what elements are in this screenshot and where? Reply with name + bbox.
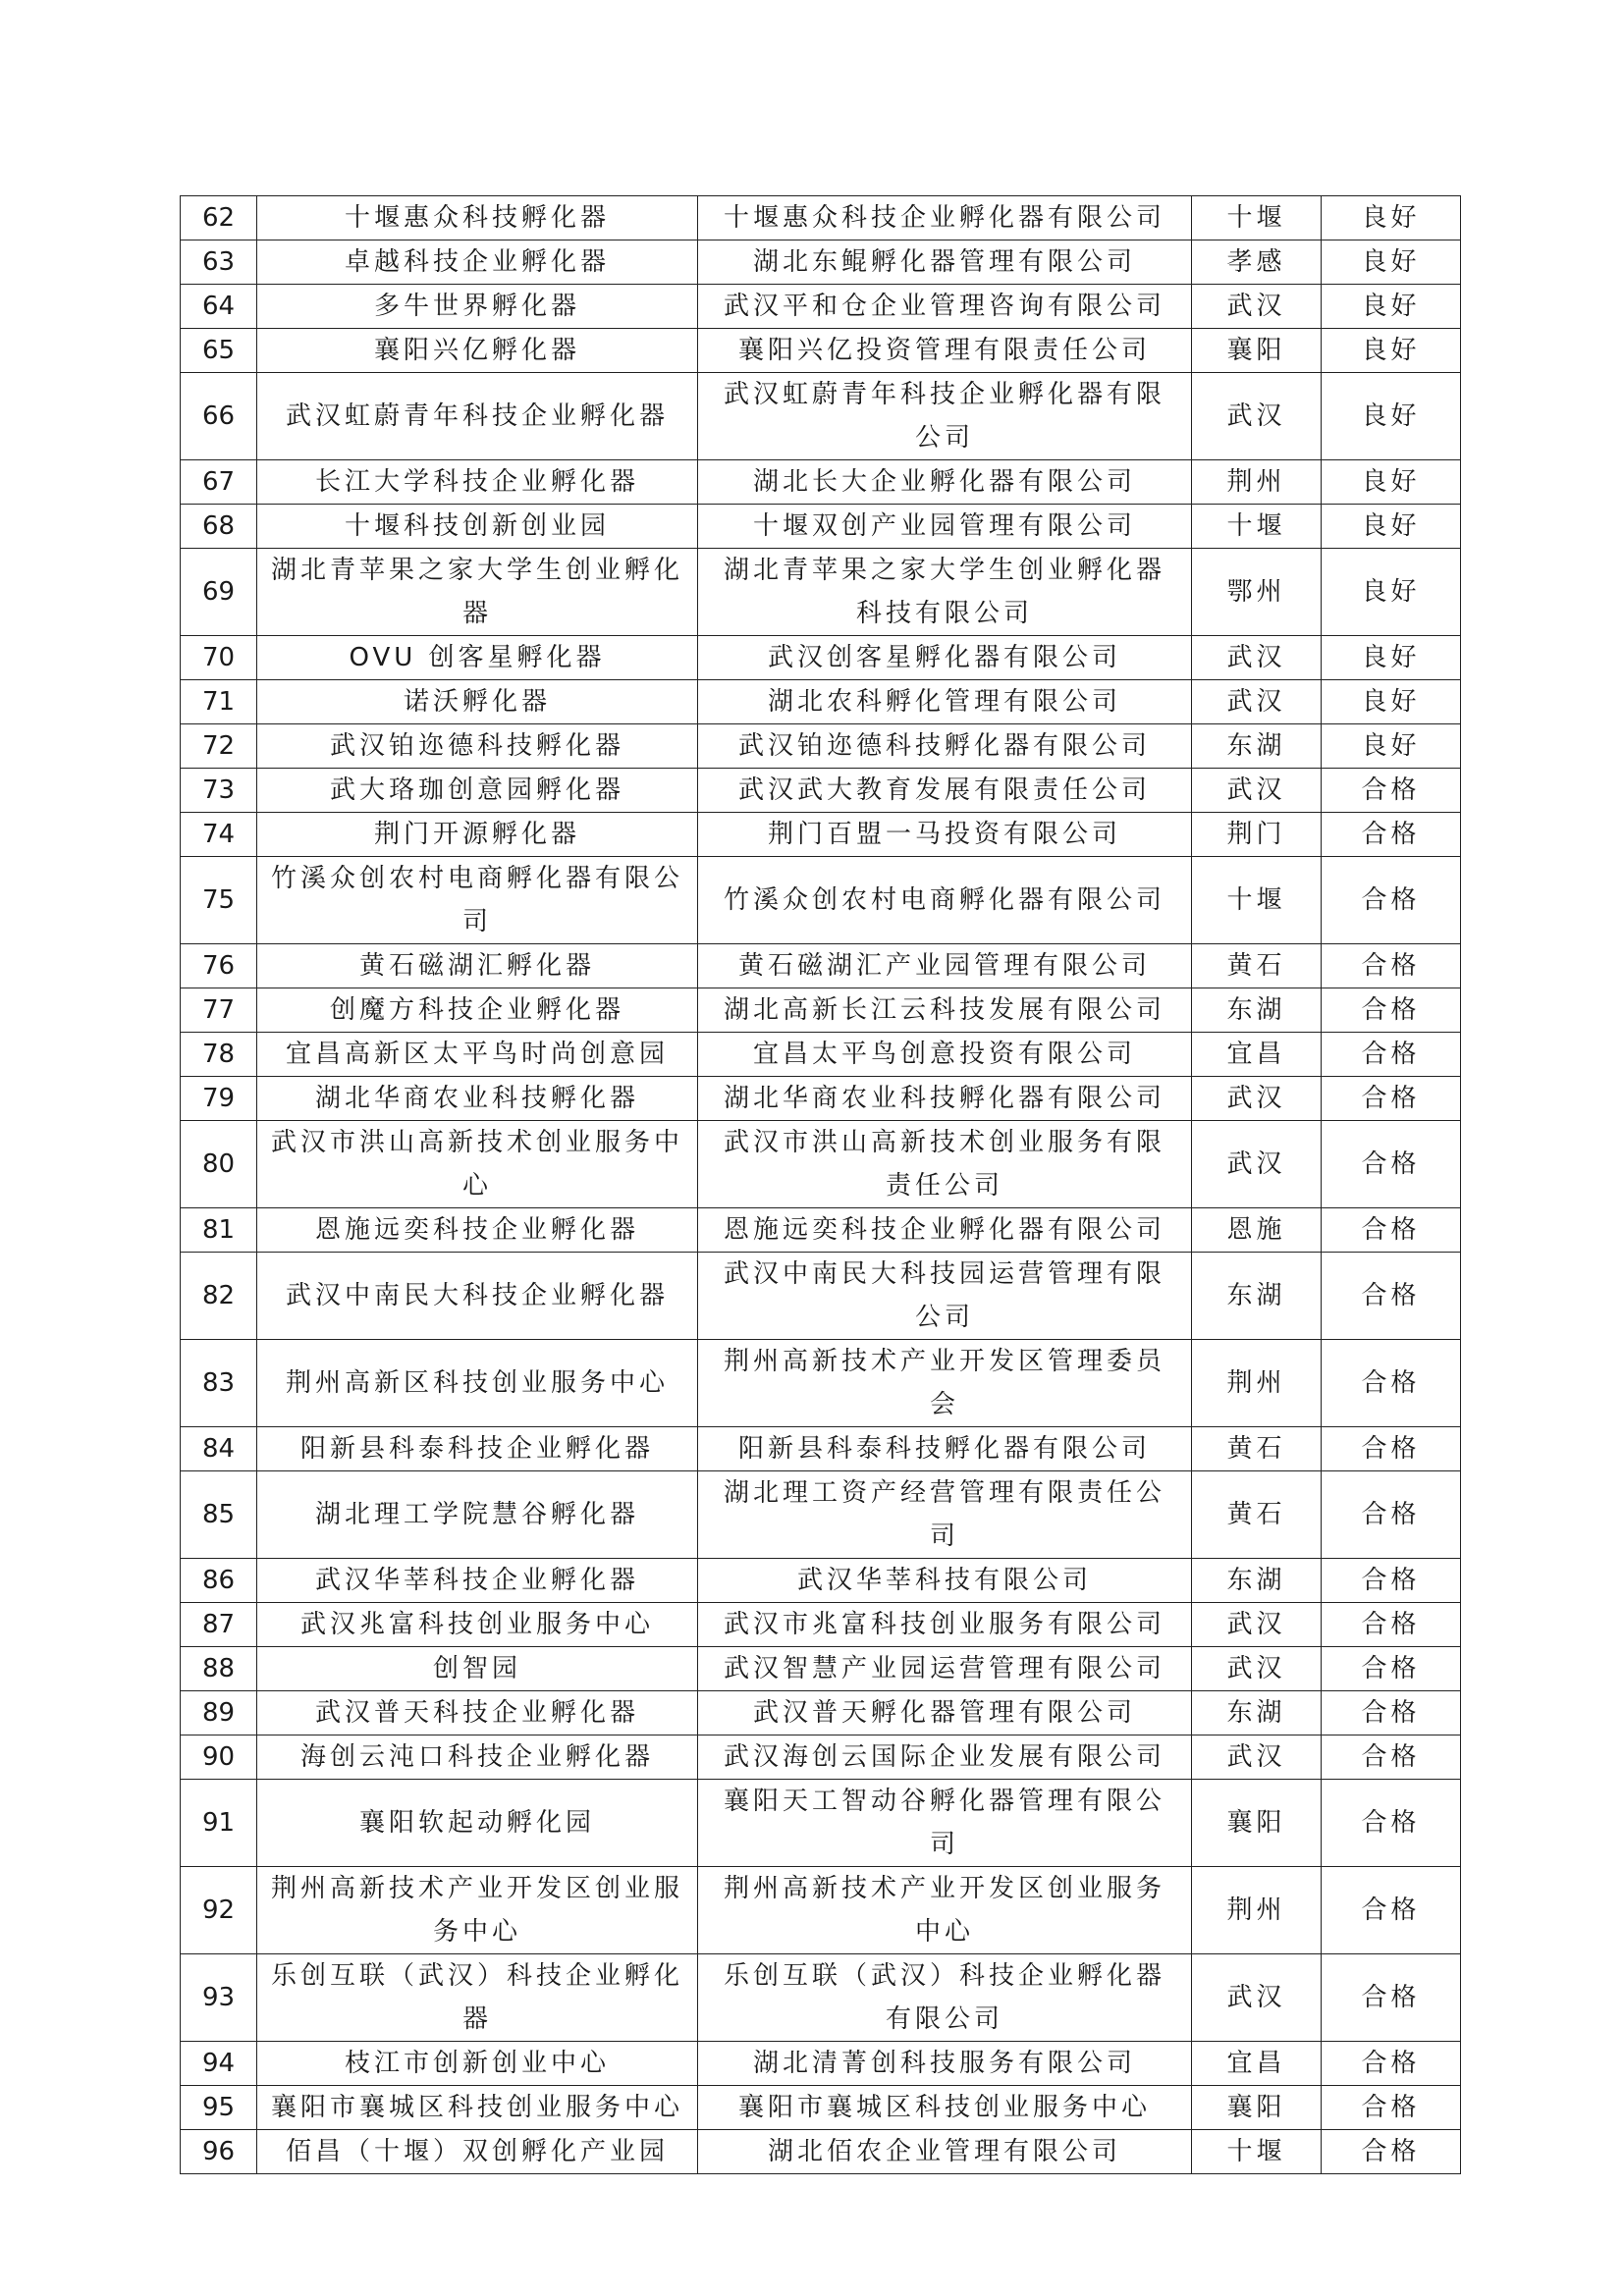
operating-company-cell: 武汉华莘科技有限公司 bbox=[698, 1559, 1192, 1603]
table-row bbox=[181, 549, 1461, 636]
incubator-name-cell: 乐创互联（武汉）科技企业孵化器 bbox=[257, 1954, 698, 2042]
incubator-name-cell: 佰昌（十堰）双创孵化产业园 bbox=[257, 2130, 698, 2174]
city-cell: 武汉 bbox=[1192, 1121, 1322, 1208]
evaluation-grade-cell: 合格 bbox=[1322, 944, 1461, 988]
evaluation-grade-cell: 合格 bbox=[1322, 1253, 1461, 1340]
city-cell: 荆州 bbox=[1192, 1340, 1322, 1427]
row-number-cell: 85 bbox=[181, 1471, 257, 1559]
row-number-cell: 84 bbox=[181, 1427, 257, 1471]
evaluation-grade-cell: 良好 bbox=[1322, 505, 1461, 549]
city-cell: 襄阳 bbox=[1192, 2086, 1322, 2130]
incubator-name-cell: 荆门开源孵化器 bbox=[257, 813, 698, 857]
row-number-cell: 69 bbox=[181, 549, 257, 636]
evaluation-grade-cell: 合格 bbox=[1322, 1121, 1461, 1208]
incubator-name-cell: 武汉普天科技企业孵化器 bbox=[257, 1691, 698, 1735]
row-number-cell: 89 bbox=[181, 1691, 257, 1735]
incubator-name-cell: 竹溪众创农村电商孵化器有限公司 bbox=[257, 857, 698, 944]
incubator-name-cell: 宜昌高新区太平鸟时尚创意园 bbox=[257, 1033, 698, 1077]
evaluation-grade-cell: 合格 bbox=[1322, 1559, 1461, 1603]
table-row bbox=[181, 1691, 1461, 1735]
row-number-cell: 79 bbox=[181, 1077, 257, 1121]
city-cell: 恩施 bbox=[1192, 1208, 1322, 1253]
incubator-name-cell: 武汉虹蔚青年科技企业孵化器 bbox=[257, 373, 698, 460]
evaluation-grade-cell: 合格 bbox=[1322, 1427, 1461, 1471]
table-row bbox=[181, 505, 1461, 549]
table-row bbox=[181, 813, 1461, 857]
table-row bbox=[181, 460, 1461, 505]
evaluation-grade-cell: 合格 bbox=[1322, 1603, 1461, 1647]
table-row bbox=[181, 1033, 1461, 1077]
table-row bbox=[181, 857, 1461, 944]
evaluation-grade-cell: 合格 bbox=[1322, 1647, 1461, 1691]
row-number-cell: 78 bbox=[181, 1033, 257, 1077]
incubator-name-cell: 黄石磁湖汇孵化器 bbox=[257, 944, 698, 988]
operating-company-cell: 湖北理工资产经营管理有限责任公司 bbox=[698, 1471, 1192, 1559]
operating-company-cell: 荆州高新技术产业开发区管理委员会 bbox=[698, 1340, 1192, 1427]
operating-company-cell: 十堰双创产业园管理有限公司 bbox=[698, 505, 1192, 549]
table-row bbox=[181, 944, 1461, 988]
row-number-cell: 77 bbox=[181, 988, 257, 1033]
table-row bbox=[181, 1647, 1461, 1691]
table-row bbox=[181, 1121, 1461, 1208]
table-row bbox=[181, 680, 1461, 724]
table-row bbox=[181, 240, 1461, 285]
city-cell: 武汉 bbox=[1192, 1735, 1322, 1780]
operating-company-cell: 襄阳市襄城区科技创业服务中心 bbox=[698, 2086, 1192, 2130]
evaluation-grade-cell: 合格 bbox=[1322, 1780, 1461, 1867]
row-number-cell: 72 bbox=[181, 724, 257, 769]
table-row bbox=[181, 724, 1461, 769]
incubator-name-cell: 十堰科技创新创业园 bbox=[257, 505, 698, 549]
city-cell: 十堰 bbox=[1192, 196, 1322, 240]
operating-company-cell: 武汉武大教育发展有限责任公司 bbox=[698, 769, 1192, 813]
row-number-cell: 76 bbox=[181, 944, 257, 988]
operating-company-cell: 十堰惠众科技企业孵化器有限公司 bbox=[698, 196, 1192, 240]
incubator-name-cell: 襄阳市襄城区科技创业服务中心 bbox=[257, 2086, 698, 2130]
city-cell: 武汉 bbox=[1192, 1647, 1322, 1691]
city-cell: 荆州 bbox=[1192, 460, 1322, 505]
city-cell: 武汉 bbox=[1192, 680, 1322, 724]
incubator-name-cell: 卓越科技企业孵化器 bbox=[257, 240, 698, 285]
city-cell: 东湖 bbox=[1192, 724, 1322, 769]
row-number-cell: 95 bbox=[181, 2086, 257, 2130]
operating-company-cell: 湖北清菁创科技服务有限公司 bbox=[698, 2042, 1192, 2086]
row-number-cell: 66 bbox=[181, 373, 257, 460]
table-row bbox=[181, 1340, 1461, 1427]
operating-company-cell: 武汉铂迩德科技孵化器有限公司 bbox=[698, 724, 1192, 769]
evaluation-grade-cell: 良好 bbox=[1322, 549, 1461, 636]
operating-company-cell: 竹溪众创农村电商孵化器有限公司 bbox=[698, 857, 1192, 944]
evaluation-grade-cell: 良好 bbox=[1322, 636, 1461, 680]
operating-company-cell: 湖北长大企业孵化器有限公司 bbox=[698, 460, 1192, 505]
operating-company-cell: 湖北佰农企业管理有限公司 bbox=[698, 2130, 1192, 2174]
evaluation-grade-cell: 良好 bbox=[1322, 196, 1461, 240]
table-row bbox=[181, 2086, 1461, 2130]
row-number-cell: 86 bbox=[181, 1559, 257, 1603]
city-cell: 武汉 bbox=[1192, 373, 1322, 460]
incubator-name-cell: 多牛世界孵化器 bbox=[257, 285, 698, 329]
row-number-cell: 62 bbox=[181, 196, 257, 240]
table-row bbox=[181, 285, 1461, 329]
table-row bbox=[181, 1471, 1461, 1559]
city-cell: 武汉 bbox=[1192, 1077, 1322, 1121]
city-cell: 宜昌 bbox=[1192, 2042, 1322, 2086]
operating-company-cell: 湖北农科孵化管理有限公司 bbox=[698, 680, 1192, 724]
table-row bbox=[181, 1427, 1461, 1471]
evaluation-grade-cell: 合格 bbox=[1322, 813, 1461, 857]
row-number-cell: 96 bbox=[181, 2130, 257, 2174]
row-number-cell: 71 bbox=[181, 680, 257, 724]
operating-company-cell: 阳新县科泰科技孵化器有限公司 bbox=[698, 1427, 1192, 1471]
incubator-name-cell: 荆州高新区科技创业服务中心 bbox=[257, 1340, 698, 1427]
evaluation-grade-cell: 合格 bbox=[1322, 2130, 1461, 2174]
table-row bbox=[181, 1867, 1461, 1954]
table-row bbox=[181, 329, 1461, 373]
incubator-name-cell: 海创云沌口科技企业孵化器 bbox=[257, 1735, 698, 1780]
evaluation-grade-cell: 合格 bbox=[1322, 2042, 1461, 2086]
table-row bbox=[181, 1603, 1461, 1647]
operating-company-cell: 武汉创客星孵化器有限公司 bbox=[698, 636, 1192, 680]
operating-company-cell: 武汉中南民大科技园运营管理有限公司 bbox=[698, 1253, 1192, 1340]
evaluation-grade-cell: 合格 bbox=[1322, 1471, 1461, 1559]
incubator-name-cell: 襄阳软起动孵化园 bbox=[257, 1780, 698, 1867]
operating-company-cell: 襄阳兴亿投资管理有限责任公司 bbox=[698, 329, 1192, 373]
incubator-name-cell: 阳新县科泰科技企业孵化器 bbox=[257, 1427, 698, 1471]
table-row bbox=[181, 988, 1461, 1033]
operating-company-cell: 黄石磁湖汇产业园管理有限公司 bbox=[698, 944, 1192, 988]
evaluation-grade-cell: 合格 bbox=[1322, 1867, 1461, 1954]
operating-company-cell: 乐创互联（武汉）科技企业孵化器有限公司 bbox=[698, 1954, 1192, 2042]
row-number-cell: 73 bbox=[181, 769, 257, 813]
city-cell: 黄石 bbox=[1192, 944, 1322, 988]
operating-company-cell: 武汉普天孵化器管理有限公司 bbox=[698, 1691, 1192, 1735]
city-cell: 荆州 bbox=[1192, 1867, 1322, 1954]
table-row bbox=[181, 1954, 1461, 2042]
table-row bbox=[181, 1735, 1461, 1780]
incubator-name-cell: 诺沃孵化器 bbox=[257, 680, 698, 724]
incubator-name-cell: 武汉市洪山高新技术创业服务中心 bbox=[257, 1121, 698, 1208]
table-row bbox=[181, 636, 1461, 680]
row-number-cell: 83 bbox=[181, 1340, 257, 1427]
city-cell: 孝感 bbox=[1192, 240, 1322, 285]
evaluation-grade-cell: 良好 bbox=[1322, 460, 1461, 505]
row-number-cell: 65 bbox=[181, 329, 257, 373]
city-cell: 武汉 bbox=[1192, 1603, 1322, 1647]
table-row bbox=[181, 1253, 1461, 1340]
row-number-cell: 74 bbox=[181, 813, 257, 857]
incubator-name-cell: 武汉华莘科技企业孵化器 bbox=[257, 1559, 698, 1603]
incubator-name-cell: 武汉兆富科技创业服务中心 bbox=[257, 1603, 698, 1647]
city-cell: 宜昌 bbox=[1192, 1033, 1322, 1077]
incubator-name-cell: 十堰惠众科技孵化器 bbox=[257, 196, 698, 240]
row-number-cell: 93 bbox=[181, 1954, 257, 2042]
city-cell: 东湖 bbox=[1192, 1253, 1322, 1340]
incubator-name-cell: 武汉铂迩德科技孵化器 bbox=[257, 724, 698, 769]
table-row bbox=[181, 2130, 1461, 2174]
incubator-name-cell: 长江大学科技企业孵化器 bbox=[257, 460, 698, 505]
evaluation-grade-cell: 合格 bbox=[1322, 1954, 1461, 2042]
table-body bbox=[181, 196, 1461, 2174]
evaluation-grade-cell: 合格 bbox=[1322, 2086, 1461, 2130]
city-cell: 十堰 bbox=[1192, 2130, 1322, 2174]
table-row bbox=[181, 1208, 1461, 1253]
table-row bbox=[181, 196, 1461, 240]
evaluation-grade-cell: 合格 bbox=[1322, 1033, 1461, 1077]
incubator-name-cell: 荆州高新技术产业开发区创业服务中心 bbox=[257, 1867, 698, 1954]
incubator-name-cell: 武汉中南民大科技企业孵化器 bbox=[257, 1253, 698, 1340]
evaluation-grade-cell: 良好 bbox=[1322, 240, 1461, 285]
table-row bbox=[181, 2042, 1461, 2086]
row-number-cell: 90 bbox=[181, 1735, 257, 1780]
city-cell: 十堰 bbox=[1192, 857, 1322, 944]
incubator-name-cell: 湖北理工学院慧谷孵化器 bbox=[257, 1471, 698, 1559]
incubator-name-cell: 枝江市创新创业中心 bbox=[257, 2042, 698, 2086]
city-cell: 黄石 bbox=[1192, 1471, 1322, 1559]
evaluation-grade-cell: 良好 bbox=[1322, 724, 1461, 769]
table-row bbox=[181, 373, 1461, 460]
incubator-name-cell: 湖北华商农业科技孵化器 bbox=[257, 1077, 698, 1121]
incubator-name-cell: 创魔方科技企业孵化器 bbox=[257, 988, 698, 1033]
table-row bbox=[181, 1559, 1461, 1603]
evaluation-grade-cell: 良好 bbox=[1322, 285, 1461, 329]
row-number-cell: 82 bbox=[181, 1253, 257, 1340]
city-cell: 襄阳 bbox=[1192, 1780, 1322, 1867]
evaluation-grade-cell: 合格 bbox=[1322, 769, 1461, 813]
table-row bbox=[181, 1077, 1461, 1121]
row-number-cell: 92 bbox=[181, 1867, 257, 1954]
evaluation-grade-cell: 合格 bbox=[1322, 988, 1461, 1033]
city-cell: 武汉 bbox=[1192, 636, 1322, 680]
incubator-name-cell: 襄阳兴亿孵化器 bbox=[257, 329, 698, 373]
row-number-cell: 87 bbox=[181, 1603, 257, 1647]
city-cell: 十堰 bbox=[1192, 505, 1322, 549]
row-number-cell: 64 bbox=[181, 285, 257, 329]
city-cell: 东湖 bbox=[1192, 1691, 1322, 1735]
city-cell: 东湖 bbox=[1192, 1559, 1322, 1603]
city-cell: 武汉 bbox=[1192, 1954, 1322, 2042]
table-row bbox=[181, 1780, 1461, 1867]
city-cell: 东湖 bbox=[1192, 988, 1322, 1033]
incubator-name-cell: OVU 创客星孵化器 bbox=[257, 636, 698, 680]
evaluation-grade-cell: 合格 bbox=[1322, 1735, 1461, 1780]
evaluation-grade-cell: 合格 bbox=[1322, 1077, 1461, 1121]
evaluation-grade-cell: 合格 bbox=[1322, 1208, 1461, 1253]
operating-company-cell: 武汉虹蔚青年科技企业孵化器有限公司 bbox=[698, 373, 1192, 460]
row-number-cell: 68 bbox=[181, 505, 257, 549]
operating-company-cell: 武汉平和仓企业管理咨询有限公司 bbox=[698, 285, 1192, 329]
row-number-cell: 88 bbox=[181, 1647, 257, 1691]
operating-company-cell: 荆州高新技术产业开发区创业服务中心 bbox=[698, 1867, 1192, 1954]
evaluation-grade-cell: 合格 bbox=[1322, 1340, 1461, 1427]
operating-company-cell: 武汉市洪山高新技术创业服务有限责任公司 bbox=[698, 1121, 1192, 1208]
evaluation-grade-cell: 良好 bbox=[1322, 373, 1461, 460]
row-number-cell: 70 bbox=[181, 636, 257, 680]
operating-company-cell: 湖北高新长江云科技发展有限公司 bbox=[698, 988, 1192, 1033]
operating-company-cell: 湖北华商农业科技孵化器有限公司 bbox=[698, 1077, 1192, 1121]
row-number-cell: 94 bbox=[181, 2042, 257, 2086]
evaluation-grade-cell: 合格 bbox=[1322, 1691, 1461, 1735]
operating-company-cell: 荆门百盟一马投资有限公司 bbox=[698, 813, 1192, 857]
operating-company-cell: 武汉智慧产业园运营管理有限公司 bbox=[698, 1647, 1192, 1691]
operating-company-cell: 武汉海创云国际企业发展有限公司 bbox=[698, 1735, 1192, 1780]
operating-company-cell: 恩施远奕科技企业孵化器有限公司 bbox=[698, 1208, 1192, 1253]
city-cell: 黄石 bbox=[1192, 1427, 1322, 1471]
operating-company-cell: 湖北东鲲孵化器管理有限公司 bbox=[698, 240, 1192, 285]
operating-company-cell: 襄阳天工智动谷孵化器管理有限公司 bbox=[698, 1780, 1192, 1867]
row-number-cell: 80 bbox=[181, 1121, 257, 1208]
row-number-cell: 91 bbox=[181, 1780, 257, 1867]
city-cell: 武汉 bbox=[1192, 285, 1322, 329]
row-number-cell: 75 bbox=[181, 857, 257, 944]
operating-company-cell: 宜昌太平鸟创意投资有限公司 bbox=[698, 1033, 1192, 1077]
operating-company-cell: 武汉市兆富科技创业服务有限公司 bbox=[698, 1603, 1192, 1647]
city-cell: 襄阳 bbox=[1192, 329, 1322, 373]
operating-company-cell: 湖北青苹果之家大学生创业孵化器科技有限公司 bbox=[698, 549, 1192, 636]
city-cell: 荆门 bbox=[1192, 813, 1322, 857]
row-number-cell: 81 bbox=[181, 1208, 257, 1253]
incubator-name-cell: 恩施远奕科技企业孵化器 bbox=[257, 1208, 698, 1253]
incubator-name-cell: 武大珞珈创意园孵化器 bbox=[257, 769, 698, 813]
evaluation-grade-cell: 良好 bbox=[1322, 329, 1461, 373]
evaluation-grade-cell: 合格 bbox=[1322, 857, 1461, 944]
city-cell: 武汉 bbox=[1192, 769, 1322, 813]
city-cell: 鄂州 bbox=[1192, 549, 1322, 636]
incubator-name-cell: 湖北青苹果之家大学生创业孵化器 bbox=[257, 549, 698, 636]
row-number-cell: 63 bbox=[181, 240, 257, 285]
evaluation-grade-cell: 良好 bbox=[1322, 680, 1461, 724]
incubator-evaluation-table bbox=[180, 195, 1461, 2174]
table-row bbox=[181, 769, 1461, 813]
incubator-name-cell: 创智园 bbox=[257, 1647, 698, 1691]
row-number-cell: 67 bbox=[181, 460, 257, 505]
